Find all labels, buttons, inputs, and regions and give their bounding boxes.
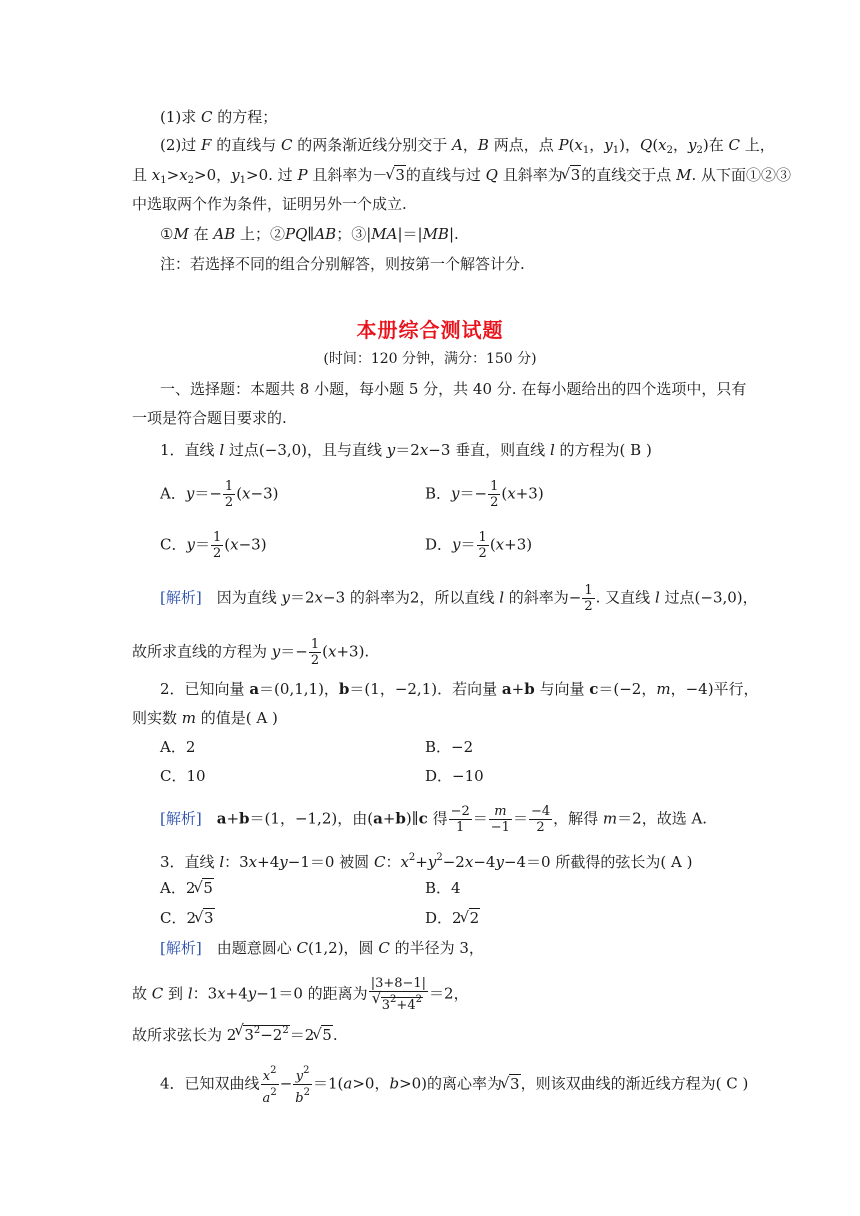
question-2-option-a: A．2 — [160, 738, 196, 756]
question-1-option-c: C．y＝ $\frac{1}{2}$ (x−3) — [160, 530, 267, 561]
exam-info: (时间：120 分钟，满分：150 分) — [323, 351, 537, 367]
question-1-stem: 1．直线 l 过点(−3,0)，且与直线 y＝2x−3 垂直，则直线 l 的方程为( B ) — [160, 441, 652, 459]
question-3-option-a: A．2√ 5 — [160, 878, 214, 898]
analysis-label: [解析] — [160, 939, 202, 957]
question-1-option-b: B．y＝− $\frac{1}{2}$ (x+3) — [425, 479, 544, 510]
section-title: 本册综合测试题 — [356, 318, 504, 342]
part-one-question: (1)求 C 的方程； — [160, 108, 278, 126]
question-3-option-d: D．2√ 2 — [425, 908, 480, 928]
part-two-question-line-1: (2)过 F 的直线与 C 的两条渐近线分别交于 A，B 两点，点 $P(x_1$，$y_1$)，$Q(x_2$，$y_2$)在 C 上， — [160, 136, 775, 156]
conditions-list: ①M 在 AB 上；②PQ∥AB；③|MA|＝|MB|. — [160, 225, 459, 243]
analysis-label: [解析] — [160, 588, 202, 607]
part-two-question-line-2: 且 $x_1>x_2>0$，$y_1>0$. 过 P 且斜率为－√ 3的直线与过 Q 且斜率为√ 3的直线交于点 M. 从下面①②③ — [132, 165, 791, 191]
part-one-instructions-line-2: 一项是符合题目要求的. — [132, 409, 287, 427]
question-4-stem: 4．已知双曲线 $\frac{x^2}{a^2}$ − $\frac{y^2}{b^2}$ ＝1(a>0，b>0)的离心率为√ 3，则该双曲线的渐近线方程为( C ) — [160, 1063, 748, 1106]
question-1-analysis-line-2: 故所求直线的方程为 y＝− $\frac{1}{2}$ (x+3). — [132, 637, 370, 668]
question-2-stem-line-2: 则实数 m 的值是( A ) — [132, 709, 278, 727]
analysis-label: [解析] — [160, 809, 202, 828]
question-1-analysis-line-1: [解析] 因为直线 y＝2x−3 的斜率为2，所以直线 l 的斜率为− $\frac{1}{2}$ . 又直线 l 过点(−3,0)， — [160, 583, 758, 614]
grading-note: 注：若选择不同的组合分别解答，则按第一个解答计分. — [160, 255, 525, 273]
question-1-option-d: D．y＝ $\frac{1}{2}$ (x+3) — [425, 530, 533, 561]
question-2-option-c: C．10 — [160, 767, 206, 785]
question-3-analysis-line-2: 故 C 到 l：3x+4y−1＝0 的距离为 |3+8−1| √ $3^2+4^2$ ＝2， — [132, 976, 469, 1013]
question-3-option-c: C．2√ 3 — [160, 908, 215, 928]
question-2-option-b: B．−2 — [425, 738, 474, 756]
question-2-stem-line-1: 2．已知向量 a＝(0,1,1)，b＝(1，−2,1)．若向量 a+b 与向量 c＝(−2，m，−4)平行， — [160, 680, 759, 698]
question-3-option-b: B．4 — [425, 879, 461, 897]
question-3-analysis-line-1: [解析] 由题意圆心 C(1,2)，圆 C 的半径为 3， — [160, 939, 484, 957]
question-2-analysis: [解析] a+b＝(1，−1,2)，由(a+b)∥c 得 $\frac{-2}{1}$ ＝ $\frac{m}{-1}$ ＝ $\frac{-4}{2}$ ，解得 m＝2，故选 A. — [160, 804, 708, 835]
part-one-instructions-line-1: 一、选择题：本题共 8 小题，每小题 5 分，共 40 分. 在每小题给出的四个选项中，只有 — [160, 380, 747, 398]
question-3-analysis-line-3: 故所求弦长为 2√ $3^2-2^2=2√$ 5. — [132, 1021, 338, 1045]
question-2-option-d: D．−10 — [425, 767, 484, 785]
question-1-option-a: A．y＝− $\frac{1}{2}$ (x−3) — [160, 479, 279, 510]
part-two-question-line-3: 中选取两个作为条件，证明另外一个成立. — [132, 195, 407, 213]
question-3-stem: 3．直线 l：3x+4y−1＝0 被圆 C：$x^2+y^2-2x-4y-4=0$ 所截得的弦长为( A ) — [160, 852, 693, 871]
